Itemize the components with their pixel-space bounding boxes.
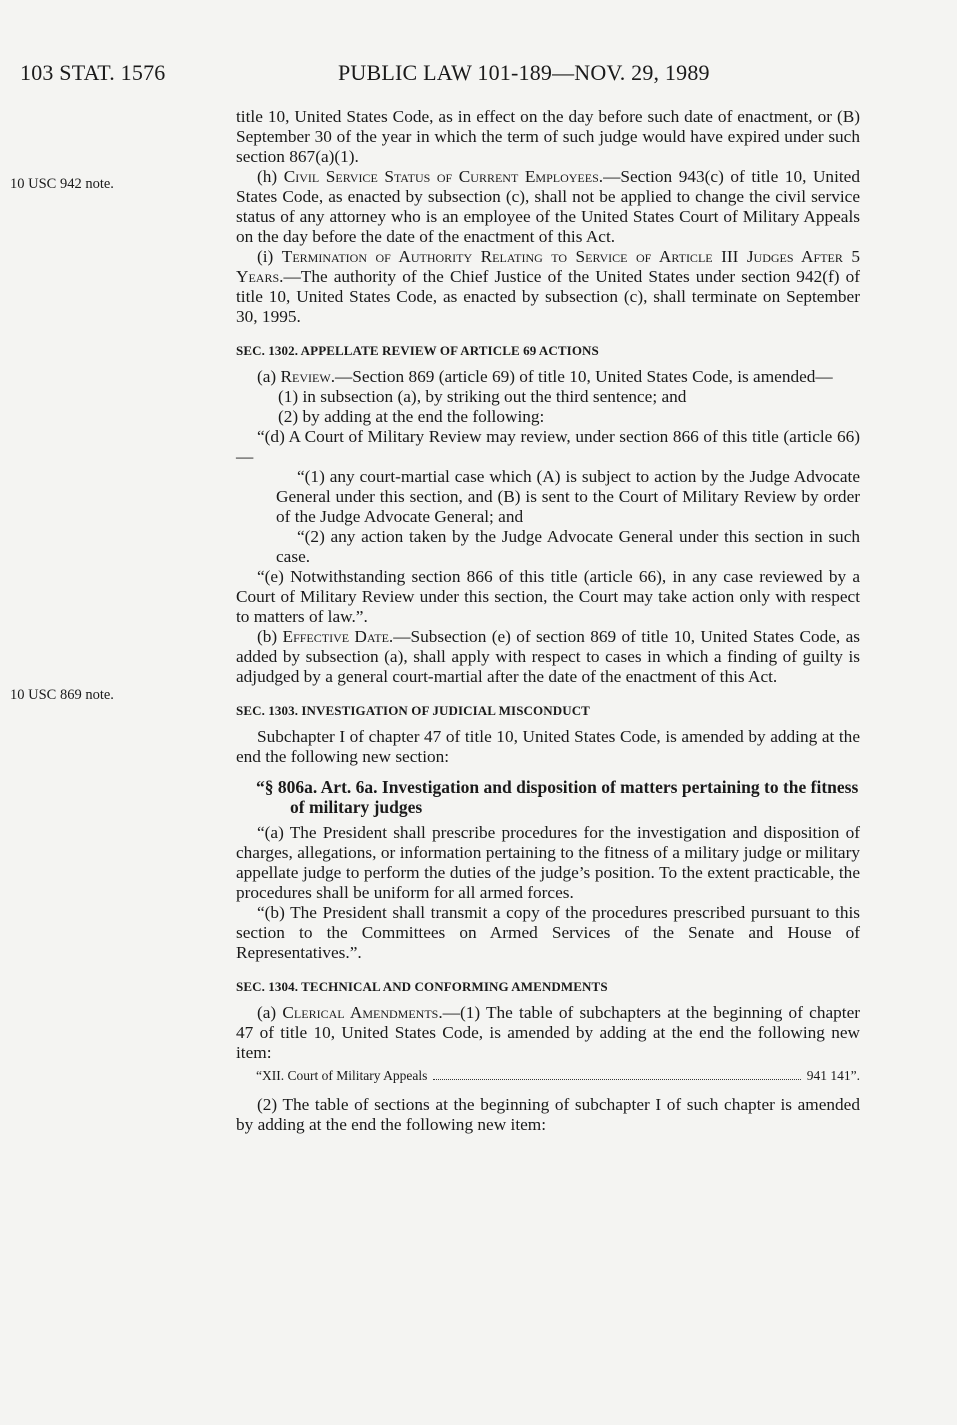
subsection-clerical-amendments <box>236 1003 860 1063</box>
subsection-a-caption: Review. <box>280 367 336 386</box>
subsection-h-caption: Civil Service Status of Current Employees. <box>283 167 604 186</box>
public-law-title: PUBLIC LAW 101-189—NOV. 29, 1989 <box>338 60 710 85</box>
paragraph-1303: Subchapter I of chapter 47 of title 10, United States Code, is amended by adding at the end the following new section: <box>236 727 860 766</box>
margin-note-869: 10 USC 869 note. <box>10 687 114 703</box>
subsection-h-text: —Section 943(c) of title 10, United States Code, as enacted by subsection (c), shall not be applied to change the civil service status of any attorney who is an employee of the United States Court of Military Appeals on the day before the date of the enactment of this Act. <box>236 167 860 246</box>
section-1302-heading: SEC. 1302. APPELLATE REVIEW OF ARTICLE 69 ACTIONS <box>236 343 599 358</box>
document-body <box>236 107 860 1135</box>
subsection-h-label: (h) <box>257 167 278 186</box>
toc-leader-dots <box>433 1067 800 1080</box>
paragraph-806a-b: “(b) The President shall transmit a copy of the procedures prescribed pursuant to this section to the Committees on Armed Services of the Senate and House of Representatives.”. <box>236 903 860 962</box>
subsection-b-text: —Subsection (e) of section 869 of title 10, United States Code, as added by subsection (a), shall apply with respect to cases in which a finding of guilty is adjudged by a general court-martial after the date of the enactment of this Act. <box>236 627 860 686</box>
paragraph-a1: (1) in subsection (a), by striking out the third sentence; and <box>278 387 687 406</box>
paragraph-continued: title 10, United States Code, as in effect on the day before such date of enactment, or (B) September 30 of the year in which the term of such judge would have expired under such section 867(a)(1). <box>236 107 860 166</box>
subsection-i-label: (i) <box>257 247 274 266</box>
subsection-b-caption: Effective Date. <box>282 627 394 646</box>
section-1303-heading: SEC. 1303. INVESTIGATION OF JUDICIAL MISCONDUCT <box>236 703 590 718</box>
section-1304-heading: SEC. 1304. TECHNICAL AND CONFORMING AMENDMENTS <box>236 979 608 994</box>
toc-entry-numbers: 941 141”. <box>806 1068 860 1083</box>
paragraph-806a-a: “(a) The President shall prescribe procedures for the investigation and disposition of charges, allegations, or information pertaining to the fitness of a military judge or military appellate judge to perform the duties of the judge’s position. To the extent practicable, the procedures shall be uniform for all armed forces. <box>236 823 860 902</box>
table-of-contents-entry <box>236 1067 860 1085</box>
paragraph-a2: (2) by adding at the end the following: <box>278 407 545 426</box>
subsection-i-text: —The authority of the Chief Justice of the United States under section 942(f) of title 10, United States Code, as enacted by subsection (c), shall terminate on September 30, 1995. <box>236 267 860 326</box>
paragraph-d1: “(1) any court-martial case which (A) is subject to action by the Judge Advocate General under this section, and (B) is sent to the Court of Military Review by order of the Judge Advocate General; and <box>276 467 860 526</box>
margin-note-942: 10 USC 942 note. <box>10 176 114 192</box>
paragraph-2: (2) The table of sections at the beginning of subchapter I of such chapter is amended by adding at the end the following new item: <box>236 1095 860 1134</box>
clerical-caption: Clerical Amendments. <box>282 1003 443 1022</box>
paragraph-d-intro: “(d) A Court of Military Review may review, under section 866 of this title (article 66)— <box>236 427 860 466</box>
subsection-a-text: —Section 869 (article 69) of title 10, United States Code, is amended— <box>335 367 833 386</box>
subsection-b-effective-date <box>236 627 860 687</box>
clerical-label: (a) <box>257 1003 277 1022</box>
paragraph-d2: “(2) any action taken by the Judge Advocate General under this section in such case. <box>276 527 860 566</box>
section-806a-title: “§ 806a. Art. 6a. Investigation and disposition of matters pertaining to the fitness of military judges <box>256 777 859 817</box>
paragraph-e: “(e) Notwithstanding section 866 of this title (article 66), in any case reviewed by a Court of Military Review under this section, the Court may take action only with respect to matters of law.”. <box>236 567 860 626</box>
toc-entry-label: “XII. Court of Military Appeals <box>256 1068 428 1083</box>
statute-page-number: 103 STAT. 1576 <box>20 60 166 85</box>
subsection-h <box>236 167 860 247</box>
subsection-i-caption: Termination of Authority Relating to Service of Article III Judges After 5 Years. <box>236 247 860 286</box>
subsection-i <box>236 247 860 327</box>
subsection-b-label: (b) <box>257 627 278 646</box>
clerical-text: —(1) The table of subchapters at the beginning of chapter 47 of title 10, United States Code, is amended by adding at the end the following new item: <box>236 1003 861 1062</box>
page-header <box>20 60 930 94</box>
subsection-a-label: (a) <box>257 367 277 386</box>
subsection-a-review <box>236 367 860 387</box>
